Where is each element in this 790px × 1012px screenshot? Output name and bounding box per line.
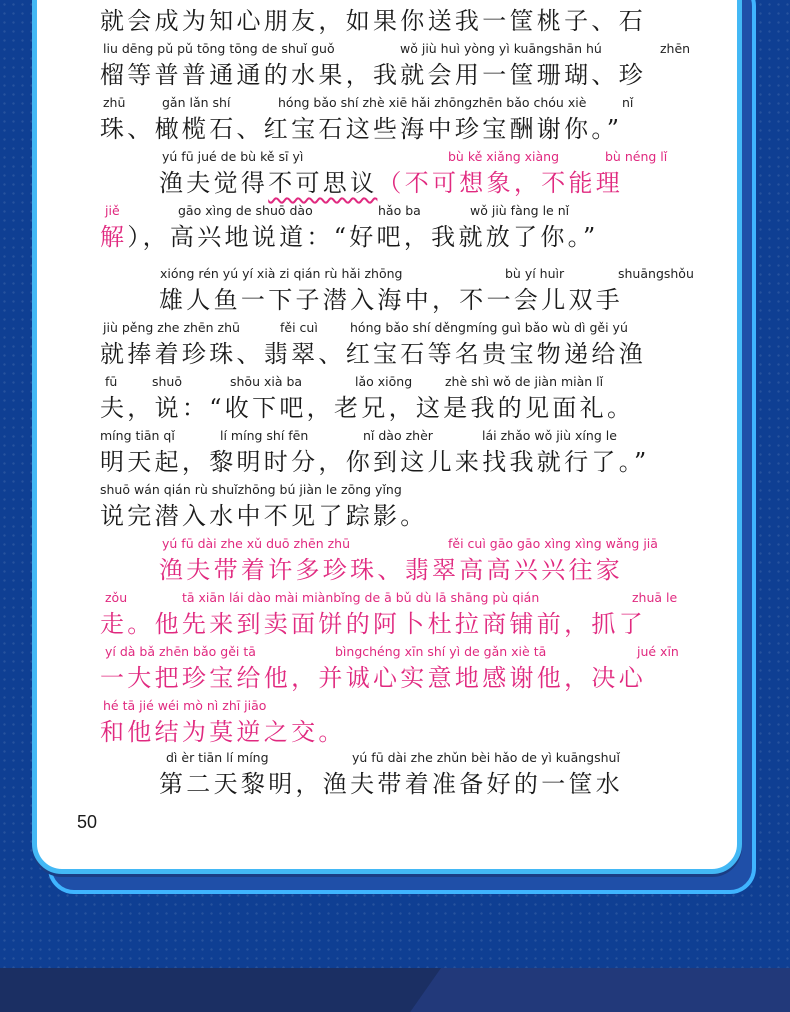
pinyin: hé tā jié wéi mò nì zhī jiāo (103, 698, 267, 713)
hanzi-text: 珠、橄榄石、红宝石这些海中珍宝酬谢你。” (100, 115, 623, 143)
pinyin: zhè shì wǒ de jiàn miàn lǐ (445, 374, 604, 389)
pinyin: wǒ jiù huì yòng yì kuāngshān hú (400, 41, 602, 56)
pinyin: yú fū dài zhe xǔ duō zhēn zhū (162, 536, 351, 551)
pinyin: bìngchéng xīn shí yì de gǎn xiè tā (335, 644, 547, 659)
hanzi-text: 明天起，黎明时分，你到这儿来找我就行了。” (100, 448, 650, 476)
pinyin: gāo xìng de shuō dào (178, 203, 313, 218)
pinyin: jiù pěng zhe zhēn zhū (103, 320, 240, 335)
hanzi-text: 和他结为莫逆之交。 (100, 718, 346, 746)
hanzi-text: 第二天黎明，渔夫带着准备好的一筐水 (159, 770, 624, 798)
pinyin: hǎo ba (378, 203, 421, 218)
pinyin-definition: bù kě xiǎng xiàng (448, 149, 560, 164)
pinyin: shōu xià ba (230, 374, 303, 389)
bottom-band (0, 968, 790, 1012)
pinyin: gǎn lǎn shí (162, 95, 231, 110)
hanzi-text: 榴等普普通通的水果，我就会用一筐珊瑚、珍 (100, 61, 646, 89)
pinyin: shuō (152, 374, 183, 389)
pinyin: zhēn (660, 41, 691, 56)
hanzi-text: 一大把珍宝给他，并诚心实意地感谢他，决心 (100, 664, 646, 692)
pinyin: wǒ jiù fàng le nǐ (470, 203, 570, 218)
pinyin: míng tiān qǐ (100, 428, 175, 443)
pinyin: fěi cuì (280, 320, 318, 335)
pinyin: dì èr tiān lí míng (166, 750, 269, 765)
pinyin: liu dēng pǔ pǔ tōng tōng de shuǐ guǒ (103, 41, 335, 56)
pinyin: nǐ (622, 95, 634, 110)
pinyin: fěi cuì gāo gāo xìng xìng wǎng jiā (448, 536, 658, 551)
pinyin: tā xiān lái dào mài miànbǐng de ā bǔ dù lā shāng pù qián (182, 590, 540, 605)
hanzi-text: 雄人鱼一下子潜入海中，不一会儿双手 (159, 286, 624, 314)
hanzi-text: 说完潜入水中不见了踪影。 (100, 502, 428, 530)
hanzi-text: 就捧着珍珠、翡翠、红宝石等名贵宝物递给渔 (100, 340, 646, 368)
pinyin: zhū (103, 95, 126, 110)
pinyin: jué xīn (637, 644, 679, 659)
pinyin: fū (105, 374, 118, 389)
idiom-definition: （不可想象，不能理 (377, 169, 624, 197)
pinyin: zhuā le (632, 590, 678, 605)
hanzi-text: 走。他先来到卖面饼的阿卜杜拉商铺前，抓了 (100, 610, 646, 638)
pinyin: yí dà bǎ zhēn bǎo gěi tā (105, 644, 256, 659)
hanzi-text: 解），高兴地说道：“好吧，我就放了你。” (100, 223, 599, 251)
pinyin: yú fū jué de bù kě sī yì (162, 149, 304, 164)
hanzi-text: 渔夫带着许多珍珠、翡翠高高兴兴往家 (159, 556, 624, 584)
page-number: 50 (77, 812, 98, 832)
pinyin: xióng rén yú yí xià zi qián rù hǎi zhōng (160, 266, 403, 281)
hanzi-text: 就会成为知心朋友，如果你送我一筐桃子、石 (100, 7, 646, 35)
pinyin: zǒu (105, 590, 128, 605)
pinyin: lí míng shí fēn (220, 428, 309, 443)
pinyin: shuāngshǒu (618, 266, 694, 281)
pinyin: yú fū dài zhe zhǔn bèi hǎo de yì kuāngshuǐ (352, 750, 620, 765)
hanzi-text: 夫，说：“收下吧，老兄，这是我的见面礼。 (100, 394, 635, 422)
pinyin: bù yí huìr (505, 266, 565, 281)
pinyin: hóng bǎo shí zhè xiē hǎi zhōngzhēn bǎo chóu xiè (278, 95, 587, 110)
pinyin: shuō wán qián rù shuǐzhōng bú jiàn le zōng yǐng (100, 482, 402, 497)
pinyin: hóng bǎo shí děngmíng guì bǎo wù dì gěi yú (350, 320, 628, 335)
pinyin-definition: bù néng lǐ (605, 149, 668, 164)
pinyin: nǐ dào zhèr (363, 428, 433, 443)
pinyin-definition: jiě (105, 203, 120, 218)
pinyin: lái zhǎo wǒ jiù xíng le (482, 428, 617, 443)
hanzi-text: 渔夫觉得不可思议（不可想象，不能理 (159, 169, 624, 197)
idiom-word: 不可思议 (268, 169, 378, 197)
pinyin: lǎo xiōng (355, 374, 413, 389)
